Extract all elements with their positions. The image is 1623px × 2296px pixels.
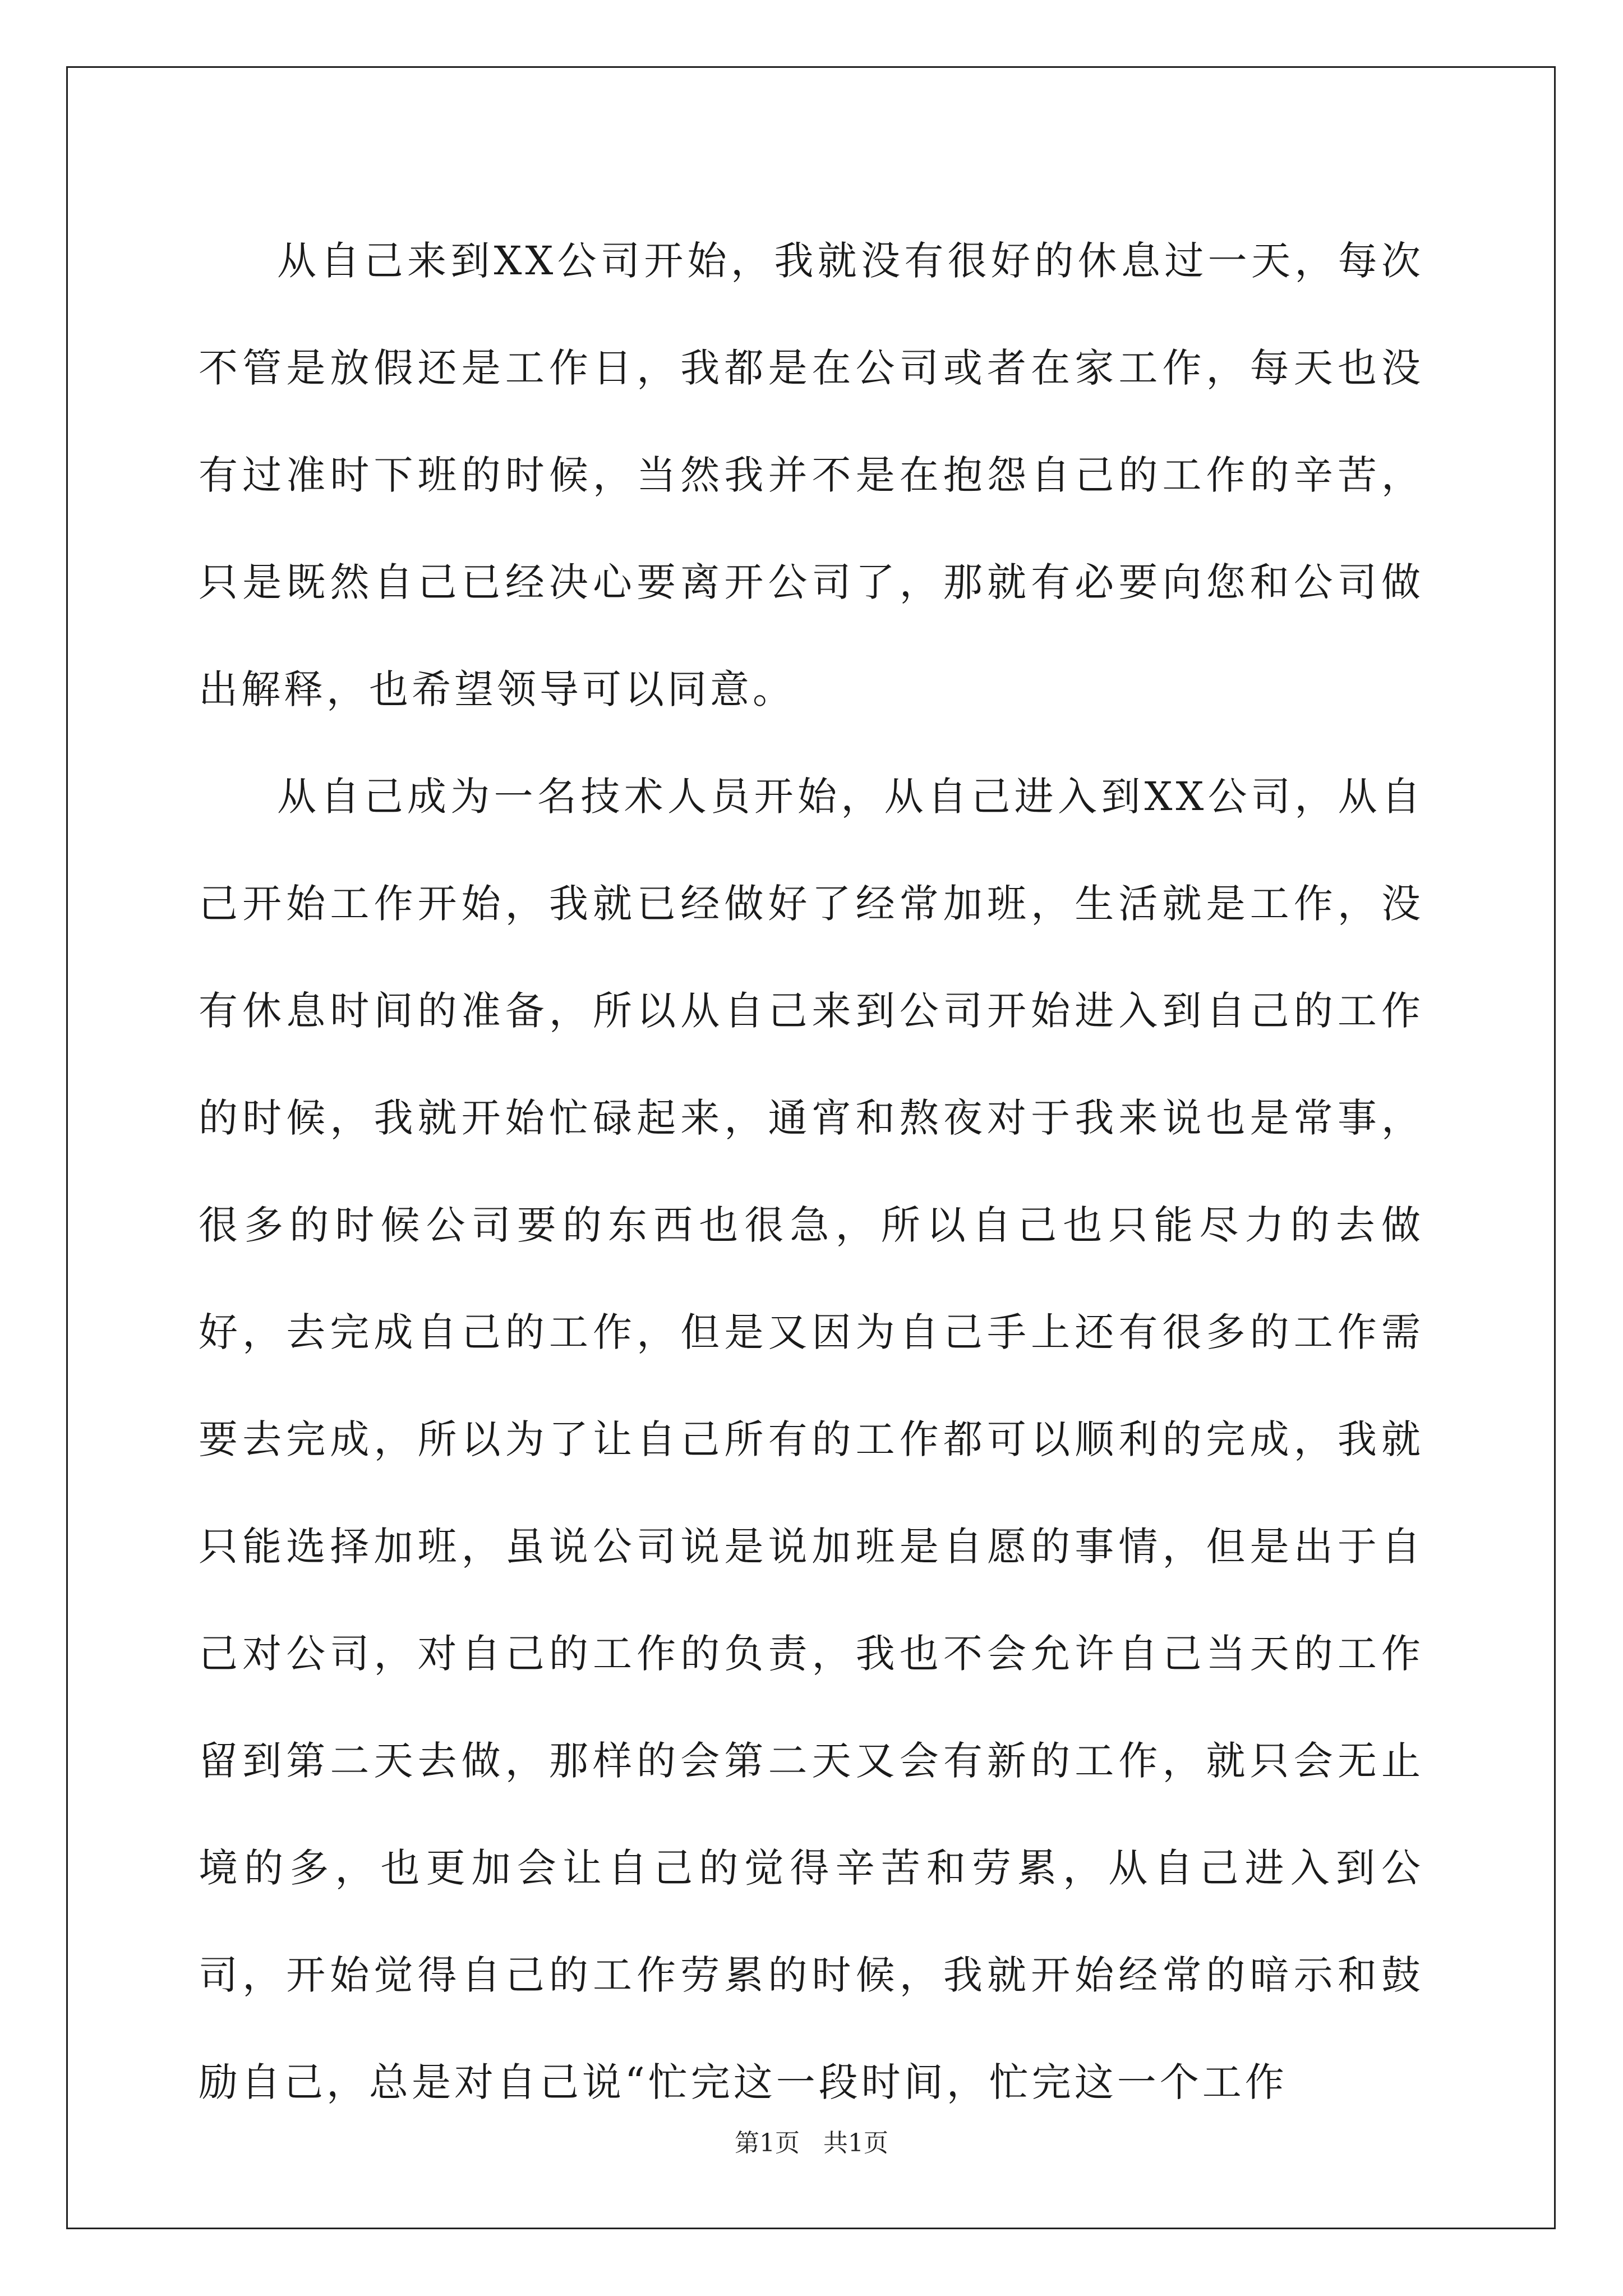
- page-footer: 第1页 共1页: [735, 2129, 888, 2157]
- paragraph-1: 从自己来到XX公司开始，我就没有很好的休息过一天，每次不管是放假还是工作日，我都是在公司或者在家工作，每天也没有过准时下班的时候，当然我并不是在抱怨自己的工作的辛苦，只是既然自己已经决心要离开公司了，那就有必要向您和公司做出解释，也希望领导可以同意。: [199, 238, 1424, 712]
- paragraph-2: 从自己成为一名技术人员开始，从自己进入到XX公司，从自己开始工作开始，我就已经做好了经常加班，生活就是工作，没有休息时间的准备，所以从自己来到公司开始进入到自己的工作的时候，我就开始忙碌起来，通宵和熬夜对于我来说也是常事，很多的时候公司要的东西也很急，所以自己也只能尽力的去做好，去完成自己的工作，但是又因为自己手上还有很多的工作需要去完成，所以为了让自己所有的工作都可以顺利的完成，我就只能选择加班，虽说公司说是说加班是自愿的事情，但是出于自己对公司，对自己的工作的负责，我也不会允许自己当天的工作留到第二天去做，那样的会第二天又会有新的工作，就只会无止境的多，也更加会让自己的觉得辛苦和劳累，从自己进入到公司，开始觉得自己的工作劳累的时候，我就开始经常的暗示和鼓励自己，总是对自己说“忙完这一段时间，忙完这一个工作: [199, 774, 1424, 2105]
- document-body: [199, 208, 1424, 2136]
